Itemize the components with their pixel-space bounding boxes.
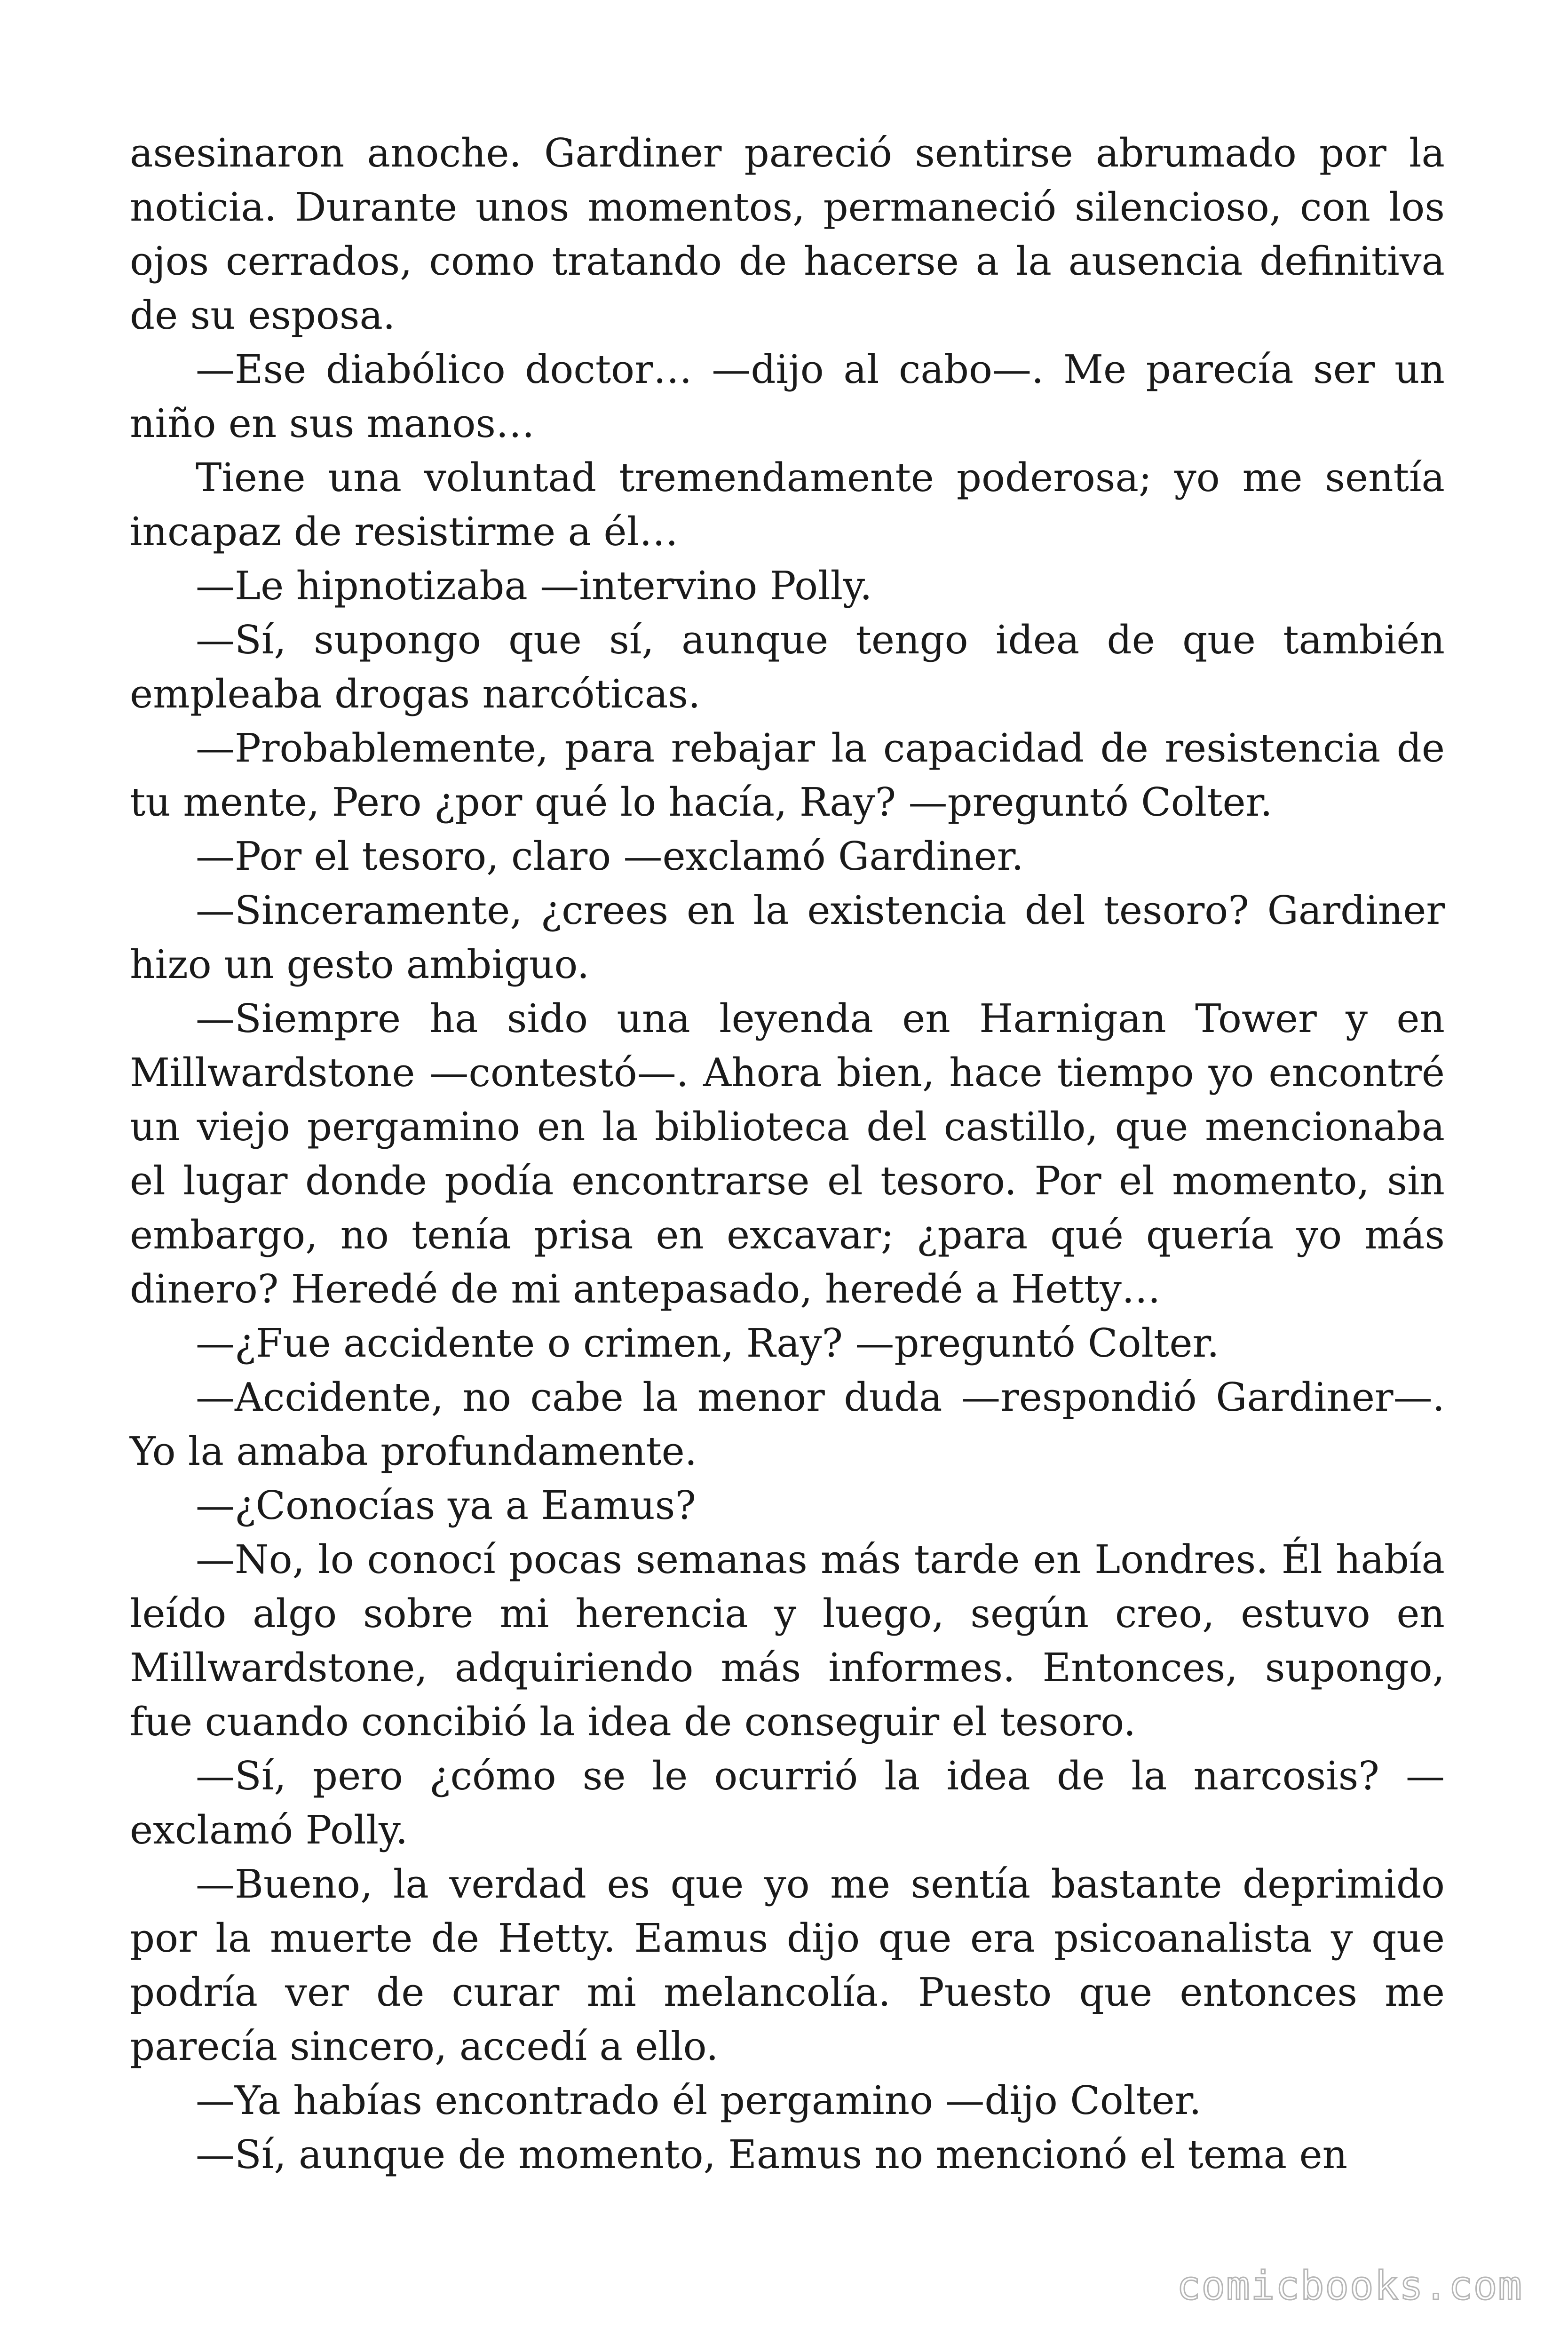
paragraph-3: Tiene una voluntad tremendamente poderosa; yo me sentía incapaz de resistirme a él…	[130, 455, 1445, 555]
paragraph-4: —Le hipnotizaba —intervino Polly.	[196, 563, 872, 609]
paragraph-7: —Por el tesoro, claro —exclamó Gardiner.	[196, 834, 1024, 879]
paragraph-12: —¿Conocías ya a Eamus?	[196, 1483, 696, 1528]
paragraph-5: —Sí, supongo que sí, aunque tengo idea de que también empleaba drogas narcóticas.	[130, 617, 1445, 717]
paragraph-2: —Ese diabólico doctor… —dijo al cabo—. Me parecía ser un niño en sus manos…	[130, 347, 1445, 446]
watermark: comicbooks.com	[1176, 2263, 1523, 2309]
paragraph-9: —Siempre ha sido una leyenda en Harnigan Tower y en Millwardstone —contestó—. Ahora bien, hace tiempo yo encontré un viejo pergamino en la biblioteca del castillo, que mencionaba el lugar donde podía encontrarse el tesoro. Por el momento, sin embargo, no tenía prisa en excavar; ¿para qué quería yo más dinero? Heredé de mi antepasado, heredé a Hetty…	[130, 996, 1445, 1312]
paragraph-16: —Ya habías encontrado él pergamino —dijo Colter.	[196, 2078, 1202, 2123]
body-text	[130, 126, 1445, 2182]
paragraph-1: asesinaron anoche. Gardiner pareció sentirse abrumado por la noticia. Durante unos momentos, permaneció silencioso, con los ojos cerrados, como tratando de hacerse a la ausencia definitiva de su esposa.	[130, 130, 1445, 338]
paragraph-10: —¿Fue accidente o crimen, Ray? —preguntó Colter.	[196, 1320, 1220, 1366]
paragraph-8: —Sinceramente, ¿crees en la existencia del tesoro? Gardiner hizo un gesto ambiguo.	[130, 888, 1445, 987]
paragraph-6: —Probablemente, para rebajar la capacidad de resistencia de tu mente, Pero ¿por qué lo hacía, Ray? —preguntó Colter.	[130, 725, 1445, 825]
paragraph-17: —Sí, aunque de momento, Eamus no mencionó el tema en	[196, 2132, 1348, 2177]
paragraph-14: —Sí, pero ¿cómo se le ocurrió la idea de la narcosis? —exclamó Polly.	[130, 1753, 1445, 1853]
paragraph-15: —Bueno, la verdad es que yo me sentía bastante deprimido por la muerte de Hetty. Eamus dijo que era psicoanalista y que podría ver de curar mi melancolía. Puesto que entonces me parecía sincero, accedí a ello.	[130, 1861, 1445, 2069]
paragraph-11: —Accidente, no cabe la menor duda —respondió Gardiner—. Yo la amaba profundamente.	[130, 1375, 1445, 1474]
paragraph-13: —No, lo conocí pocas semanas más tarde en Londres. Él había leído algo sobre mi herencia y luego, según creo, estuvo en Millwardstone, adquiriendo más informes. Entonces, supongo, fue cuando concibió la idea de conseguir el tesoro.	[130, 1537, 1445, 1745]
